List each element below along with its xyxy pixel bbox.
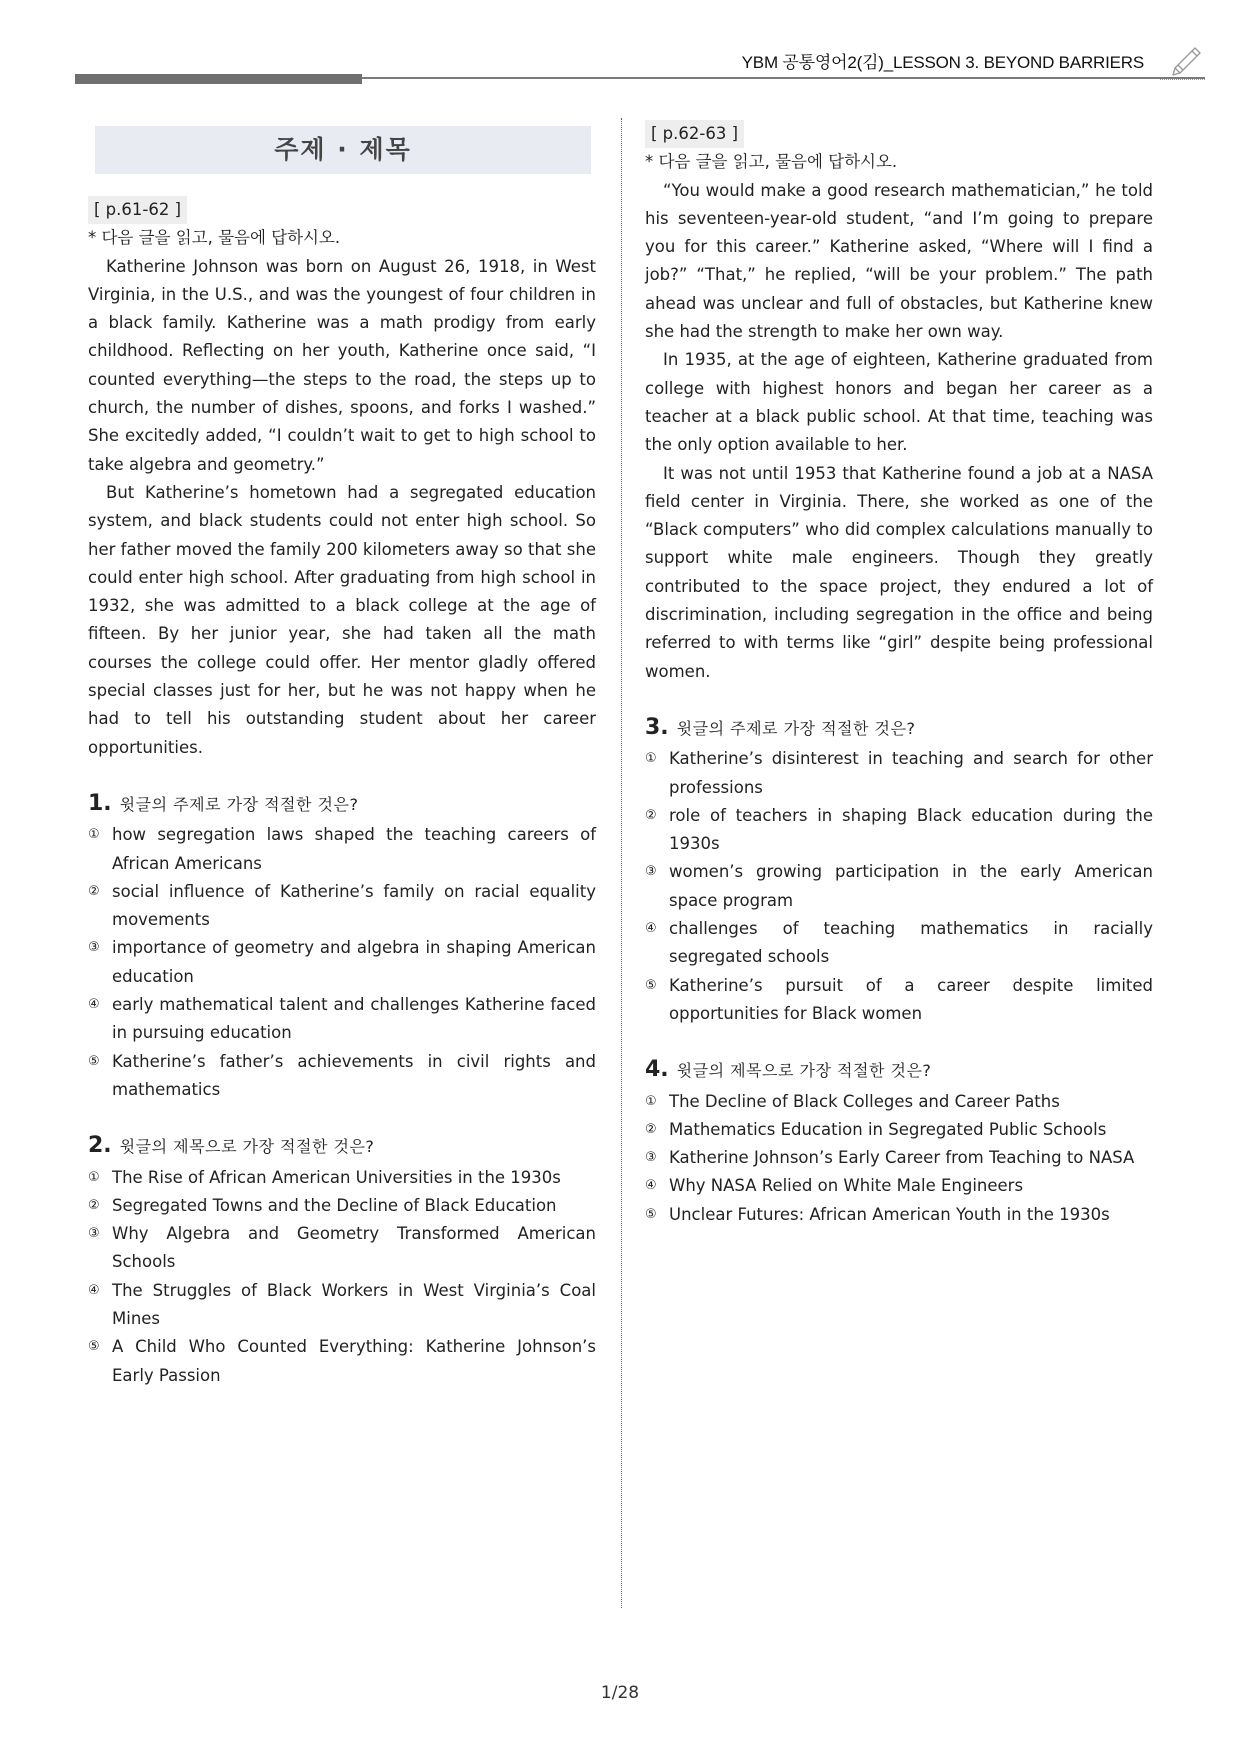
question-2 (88, 1132, 596, 1390)
option-text: Katherine Johnson’s Early Career from Teaching to NASA (669, 1148, 1135, 1168)
option-text: Why NASA Relied on White Male Engineers (669, 1176, 1024, 1196)
answer-option[interactable] (88, 1048, 596, 1105)
instruction: * 다음 글을 읽고, 물음에 답하시오. (645, 152, 898, 172)
option-text: importance of geometry and algebra in shaping American education (112, 938, 596, 986)
option-marker: ② (645, 807, 657, 823)
question-prompt (645, 1056, 1153, 1085)
question-prompt (88, 790, 596, 819)
answer-option[interactable] (88, 1220, 596, 1277)
answer-option[interactable] (88, 878, 596, 935)
passage-paragraph: Katherine Johnson was born on August 26, 1918, in West Virginia, in the U.S., and was the youngest of four children in a black family. Katherine was a math prodigy from early childhood. Reflecting on her youth, Katherine once said, “I counted everything—the steps to the road, the steps up to church, the number of dishes, spoons, and forks I washed.” She excitedly added, “I couldn’t wait to get to high school to take algebra and geometry.” (88, 256, 596, 474)
left-column (88, 196, 596, 1390)
question-prompt (645, 714, 1153, 743)
option-text: A Child Who Counted Everything: Katherine Johnson’s Early Passion (112, 1337, 596, 1385)
passage-paragraph: In 1935, at the age of eighteen, Katherine graduated from college with highest honors and began her career as a teacher at a black public school. At that time, teaching was the only option available to her. (645, 350, 1153, 455)
option-text: Why Algebra and Geometry Transformed American Schools (112, 1224, 596, 1272)
document-header-title: YBM 공통영어2(김)_LESSON 3. BEYOND BARRIERS (741, 53, 1144, 72)
option-marker: ③ (645, 1150, 657, 1166)
option-marker: ⑤ (645, 977, 657, 993)
question-number: 4. (645, 1057, 669, 1083)
option-marker: ② (88, 883, 100, 899)
answer-option[interactable] (88, 991, 596, 1048)
column-divider (621, 118, 622, 1608)
option-marker: ④ (88, 997, 100, 1013)
answer-option[interactable] (645, 915, 1153, 972)
answer-option[interactable] (645, 1116, 1153, 1144)
passage-paragraph: It was not until 1953 that Katherine found a job at a NASA field center in Virginia. There, she worked as one of the “Black computers” who did complex calculations manually to support white male engineers. Though they greatly contributed to the space project, they endured a lot of discrimination, including segregation in the office and being referred to with terms like “girl” despite being professional women. (645, 463, 1153, 681)
option-text: The Struggles of Black Workers in West Virginia’s Coal Mines (112, 1280, 596, 1328)
option-text: challenges of teaching mathematics in racially segregated schools (669, 919, 1153, 967)
question-3 (645, 714, 1153, 1028)
option-text: Unclear Futures: African American Youth in the 1930s (669, 1204, 1110, 1224)
option-text: Katherine’s disinterest in teaching and search for other professions (669, 749, 1153, 797)
question-1 (88, 790, 596, 1104)
question-number: 1. (88, 790, 112, 816)
answer-option[interactable] (645, 1144, 1153, 1172)
option-text: early mathematical talent and challenges Katherine faced in pursuing education (112, 995, 596, 1043)
option-marker: ③ (88, 1226, 100, 1242)
answer-option[interactable] (645, 858, 1153, 915)
question-number: 3. (645, 714, 669, 740)
question-4 (645, 1056, 1153, 1229)
option-text: women’s growing participation in the early American space program (669, 862, 1153, 910)
option-marker: ① (88, 1169, 100, 1185)
page-reference-label: [ p.61-62 ] (88, 196, 187, 224)
option-text: Mathematics Education in Segregated Public Schools (669, 1119, 1107, 1139)
answer-option[interactable] (88, 1333, 596, 1390)
answer-options (88, 1164, 596, 1390)
answer-option[interactable] (88, 821, 596, 878)
passage-paragraph: “You would make a good research mathematician,” he told his seventeen-year-old student, “and I’m going to prepare you for this career.” Katherine asked, “Where will I find a job?” “That,” he replied, “will be your problem.” The path ahead was unclear and full of obstacles, but Katherine knew she had the strength to make her own way. (645, 180, 1153, 342)
answer-option[interactable] (645, 1201, 1153, 1229)
page-number: 1/28 (600, 1683, 640, 1703)
answer-option[interactable] (645, 972, 1153, 1029)
header-rule-dots (1160, 79, 1205, 80)
answer-option[interactable] (88, 1192, 596, 1220)
pencil-icon (1167, 38, 1207, 78)
header-rule (360, 77, 1205, 79)
option-marker: ① (645, 1093, 657, 1109)
answer-option[interactable] (645, 1172, 1153, 1200)
question-prompt (88, 1132, 596, 1161)
option-text: Katherine’s father’s achievements in civil rights and mathematics (112, 1051, 596, 1099)
answer-options (645, 745, 1153, 1028)
option-marker: ② (645, 1121, 657, 1137)
option-marker: ⑤ (645, 1206, 657, 1222)
answer-option[interactable] (645, 802, 1153, 859)
section-title: 주제 · 제목 (95, 126, 591, 174)
page-reference (645, 120, 1153, 148)
option-marker: ④ (645, 921, 657, 937)
answer-option[interactable] (645, 745, 1153, 802)
option-marker: ② (88, 1197, 100, 1213)
question-text: 윗글의 주제로 가장 적절한 것은? (676, 718, 916, 738)
answer-option[interactable] (88, 934, 596, 991)
question-number: 2. (88, 1133, 112, 1159)
answer-options (88, 821, 596, 1104)
option-text: how segregation laws shaped the teaching careers of African Americans (112, 825, 596, 873)
question-text: 윗글의 제목으로 가장 적절한 것은? (676, 1061, 932, 1081)
option-text: role of teachers in shaping Black education during the 1930s (669, 805, 1153, 854)
answer-option[interactable] (88, 1277, 596, 1334)
option-marker: ⑤ (88, 1339, 100, 1355)
option-marker: ⑤ (88, 1053, 100, 1069)
instruction: * 다음 글을 읽고, 물음에 답하시오. (88, 228, 341, 248)
passage-paragraph: But Katherine’s hometown had a segregated education system, and black students could not enter high school. So her father moved the family 200 kilometers away so that she could enter high school. After graduating from high school in 1932, she was admitted to a black college at the age of fifteen. By her junior year, she had taken all the math courses the college could offer. Her mentor gladly offered special classes just for her, but he was not happy when he had to tell his outstanding student about her career opportunities. (88, 482, 596, 757)
page-reference (88, 196, 596, 224)
answer-option[interactable] (88, 1164, 596, 1192)
option-marker: ③ (645, 864, 657, 880)
option-marker: ④ (88, 1282, 100, 1298)
option-marker: ④ (645, 1178, 657, 1194)
option-marker: ③ (88, 940, 100, 956)
question-text: 윗글의 주제로 가장 적절한 것은? (119, 794, 359, 814)
answer-options (645, 1088, 1153, 1229)
option-text: social influence of Katherine’s family on racial equality movements (112, 881, 596, 930)
option-text: Katherine’s pursuit of a career despite limited opportunities for Black women (669, 975, 1153, 1023)
answer-option[interactable] (645, 1088, 1153, 1116)
option-text: The Decline of Black Colleges and Career Paths (669, 1091, 1060, 1111)
option-marker: ① (88, 827, 100, 843)
option-marker: ① (645, 751, 657, 767)
page-reference-label: [ p.62-63 ] (645, 120, 744, 148)
question-text: 윗글의 제목으로 가장 적절한 것은? (119, 1137, 375, 1157)
right-column (645, 120, 1153, 1229)
header-rule-accent (75, 74, 362, 84)
option-text: The Rise of African American Universities in the 1930s (112, 1167, 561, 1187)
option-text: Segregated Towns and the Decline of Black Education (112, 1195, 557, 1215)
